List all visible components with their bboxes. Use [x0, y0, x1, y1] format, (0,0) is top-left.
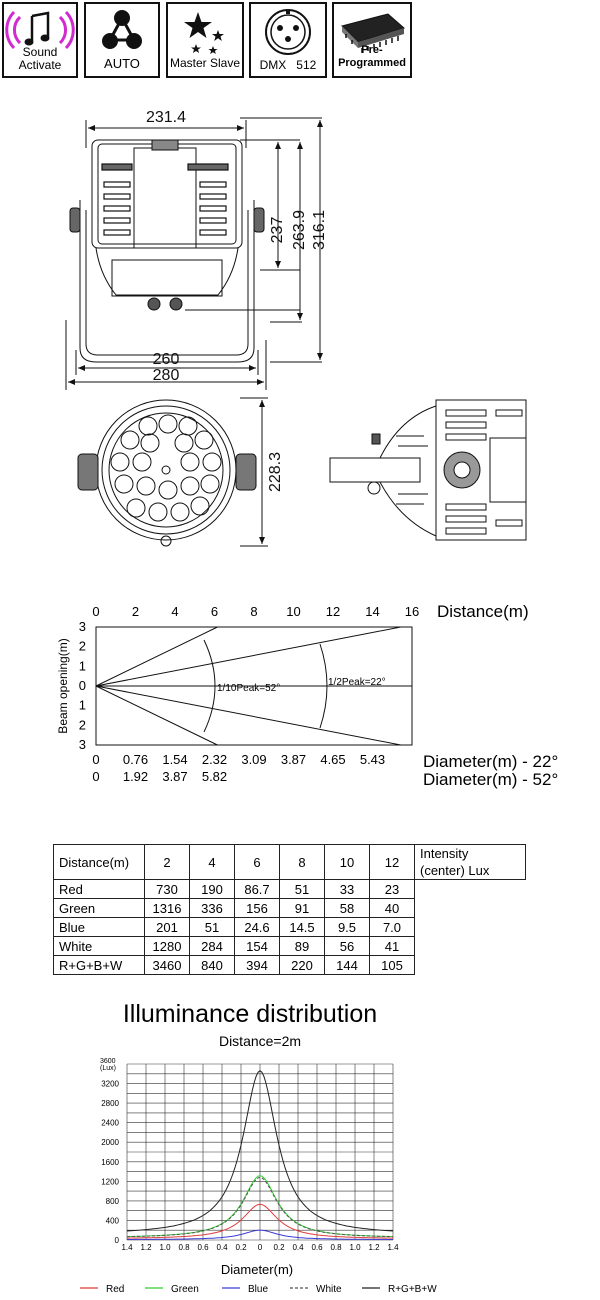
stars-icon: [168, 4, 242, 58]
table-row-label: Green: [54, 899, 145, 918]
table-cell: 840: [190, 956, 235, 975]
table-cell: 40: [370, 899, 415, 918]
intensity-table: [53, 844, 526, 975]
x-tick-label: 1.4: [121, 1243, 133, 1252]
feature-auto: [84, 2, 160, 78]
x-tick-label: 0.8: [178, 1243, 190, 1252]
x-tick-label: 1.0: [159, 1243, 171, 1252]
beam-y-tick-label: 1: [78, 697, 86, 713]
legend-label: Blue: [248, 1284, 269, 1295]
beam-y-tick-label: 3: [78, 737, 86, 752]
distance-tick-label: 6: [210, 604, 219, 619]
beam52-lower-edge: [96, 686, 217, 745]
distance-tick-label: 10: [286, 604, 301, 619]
y-tick-label: 2800: [101, 1099, 119, 1109]
table-cell: 89: [280, 937, 325, 956]
diam52-tick-label: 1.92: [122, 769, 149, 784]
table-cell: 6: [235, 845, 280, 880]
diam22-tick-label: 5.43: [359, 752, 386, 767]
diam22-title: Diameter(m) - 22°: [423, 752, 559, 771]
distance-tick-label: 2: [131, 604, 140, 619]
feature-sound-activate: [2, 2, 78, 78]
diam52-tick-label: 0: [92, 769, 100, 784]
diam22-tick-label: 2.32: [201, 752, 228, 767]
diam22-tick-label: 4.65: [320, 752, 346, 767]
beam22-label: 1/2Peak=22°: [328, 677, 386, 688]
illuminance-chart: [0, 1052, 600, 1300]
dim-top-width: 231.4: [145, 109, 187, 126]
x-tick-label: 0.2: [273, 1243, 285, 1252]
x-tick-label: 1.0: [349, 1243, 361, 1252]
beam-y-tick-label: 2: [78, 717, 86, 733]
x-tick-label: 0.6: [197, 1243, 209, 1252]
beam-y-tick-label: 3: [78, 619, 86, 634]
table-cell: 1280: [145, 937, 190, 956]
chart-title: Illuminance distribution: [122, 1000, 378, 1028]
table-row-label: White: [54, 937, 145, 956]
feature-pre-programmed: [332, 2, 412, 78]
x-tick-label: 0.8: [330, 1243, 342, 1252]
table-cell: 2: [145, 845, 190, 880]
x-tick-label: 0.2: [235, 1243, 247, 1252]
x-tick-label: 1.4: [387, 1243, 399, 1252]
diam22-tick-label: 0.76: [122, 752, 149, 767]
table-cell: 41: [370, 937, 415, 956]
diam22-tick-label: 3.09: [241, 752, 267, 767]
table-cell: 144: [325, 956, 370, 975]
x-tick-label: 0.4: [292, 1243, 304, 1252]
chart-subtitle: Distance=2m: [218, 1033, 302, 1049]
table-cell: 156: [235, 899, 280, 918]
beam22-lower-edge: [96, 686, 401, 745]
table-row: [54, 899, 526, 918]
table-cell: 336: [190, 899, 235, 918]
x-tick-label: 0.6: [311, 1243, 323, 1252]
distance-tick-label: 16: [404, 604, 420, 619]
table-cell: 220: [280, 956, 325, 975]
distance-title: Distance(m): [437, 602, 529, 621]
feature-master-slave: [166, 2, 244, 78]
table-row-label: R+G+B+W: [54, 956, 145, 975]
y-tick-label: 3200: [101, 1079, 119, 1089]
table-cell: 9.5: [325, 918, 370, 937]
table-side-label: Intensity (center) Lux: [415, 845, 526, 880]
table-cell: 14.5: [280, 918, 325, 937]
diam52-title: Diameter(m) - 52°: [423, 770, 559, 789]
feature-label: Sound Activate: [18, 45, 62, 72]
diam52-tick-label: 3.87: [162, 769, 188, 784]
table-row: [54, 880, 526, 899]
table-cell: 394: [235, 956, 280, 975]
table-cell: 58: [325, 899, 370, 918]
dim-h1: 237: [269, 216, 286, 244]
x-tick-label: 1.2: [140, 1243, 152, 1252]
feature-label: AUTO: [104, 56, 140, 71]
table-row: [54, 845, 526, 880]
table-cell: 190: [190, 880, 235, 899]
diam52-tick-label: 5.82: [201, 769, 228, 784]
feature-dmx: [249, 2, 327, 78]
beam52-upper-edge: [96, 627, 217, 686]
legend-label: Red: [106, 1284, 125, 1295]
distance-tick-label: 8: [250, 604, 258, 619]
table-row: [54, 956, 526, 975]
legend-label: White: [316, 1284, 342, 1295]
auto-triangle-icon: [86, 4, 158, 58]
y-tick-label: 1600: [101, 1157, 119, 1167]
table-cell: 201: [145, 918, 190, 937]
distance-tick-label: 12: [325, 604, 341, 619]
y-top-label: 3600: [100, 1058, 116, 1065]
table-cell: 4: [190, 845, 235, 880]
beam-y-tick-label: 1: [78, 658, 86, 674]
x-tick-label: 0: [257, 1243, 263, 1252]
feature-label: Master Slave: [169, 56, 241, 70]
table-cell: 8: [280, 845, 325, 880]
y-tick-label: 800: [105, 1196, 119, 1206]
table-cell: 24.6: [235, 918, 280, 937]
dim-outer-width: 280: [152, 367, 180, 384]
table-cell: 730: [145, 880, 190, 899]
table-row: [54, 937, 526, 956]
table-cell: 284: [190, 937, 235, 956]
beam-y-tick-label: 0: [78, 678, 86, 693]
feature-label: DMX 512: [259, 58, 317, 72]
distance-tick-label: 14: [365, 604, 380, 619]
table-cell: 51: [190, 918, 235, 937]
diam22-tick-label: 3.87: [280, 752, 307, 767]
distance-tick-label: 0: [92, 604, 100, 619]
beam-angle-chart: [0, 596, 600, 796]
table-cell: 3460: [145, 956, 190, 975]
x-tick-label: 0.4: [216, 1243, 228, 1252]
y-unit-label: (Lux): [100, 1065, 116, 1072]
beam52-label: 1/10Peak=52°: [217, 683, 281, 694]
xlr-connector-icon: [251, 4, 325, 60]
y-tick-label: 400: [105, 1216, 119, 1226]
x-axis-label: Diameter(m): [220, 1262, 294, 1277]
y-tick-label: 2000: [101, 1138, 119, 1148]
table-cell: 154: [235, 937, 280, 956]
table-cell: 105: [370, 956, 415, 975]
beam-y-label: Beam opening(m): [56, 638, 70, 734]
beam-y-tick-label: 2: [78, 638, 86, 654]
distance-tick-label: 4: [171, 604, 179, 619]
table-cell: 7.0: [370, 918, 415, 937]
table-header-label: Distance(m): [54, 845, 145, 880]
table-cell: 56: [325, 937, 370, 956]
table-row: [54, 918, 526, 937]
legend-label: Green: [171, 1284, 199, 1295]
table-cell: 10: [325, 845, 370, 880]
y-tick-label: 2400: [101, 1118, 119, 1128]
x-tick-label: 1.2: [368, 1243, 380, 1252]
y-tick-label: 0: [114, 1236, 119, 1245]
table-cell: 1316: [145, 899, 190, 918]
table-cell: 91: [280, 899, 325, 918]
table-cell: 33: [325, 880, 370, 899]
table-row-label: Red: [54, 880, 145, 899]
diam22-tick-label: 0: [92, 752, 100, 767]
technical-drawing: [0, 100, 600, 570]
table-row-label: Blue: [54, 918, 145, 937]
dim-inner-width: 260: [152, 351, 180, 368]
table-cell: 86.7: [235, 880, 280, 899]
y-tick-label: 1200: [101, 1177, 119, 1187]
table-cell: 51: [280, 880, 325, 899]
table-cell: 12: [370, 845, 415, 880]
dim-h3: 316.1: [311, 209, 328, 251]
dim-h2: 263.9: [291, 209, 308, 251]
table-cell: 23: [370, 880, 415, 899]
legend-label: R+G+B+W: [388, 1284, 437, 1295]
dim-front-height: 228.3: [267, 451, 284, 493]
feature-label: Pre-Programmed: [338, 44, 406, 69]
diam22-tick-label: 1.54: [162, 752, 188, 767]
